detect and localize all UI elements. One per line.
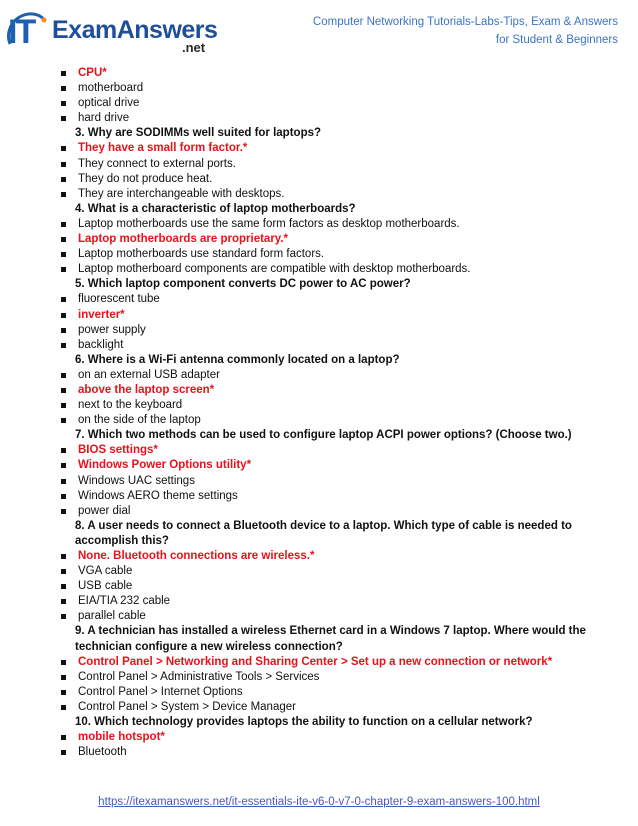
line-text: BIOS settings* — [78, 444, 158, 457]
answer-option-item — [0, 247, 638, 262]
line-text: Windows UAC settings — [78, 474, 195, 487]
square-bullet-icon — [61, 418, 66, 423]
answer-option-item — [0, 111, 638, 126]
question-text — [0, 640, 638, 655]
line-text: 3. Why are SODIMMs well suited for laptops? — [75, 127, 322, 140]
correct-answer-item — [0, 730, 638, 745]
correct-answer-item — [0, 458, 638, 473]
square-bullet-icon — [61, 403, 66, 408]
square-bullet-icon — [61, 222, 66, 227]
square-bullet-icon — [61, 705, 66, 710]
logo-net-suffix: .net — [182, 40, 206, 55]
line-text: Control Panel > Networking and Sharing Center > Set up a new connection or network* — [78, 655, 553, 668]
line-text: Control Panel > Internet Options — [78, 685, 243, 698]
answer-option-item — [0, 579, 638, 594]
answer-option-item — [0, 745, 638, 760]
question-text — [0, 624, 638, 639]
square-bullet-icon — [61, 252, 66, 257]
line-text: power supply — [78, 323, 146, 336]
line-text: None. Bluetooth connections are wireless.* — [78, 550, 315, 562]
answer-option-item — [0, 81, 638, 96]
line-text: EIA/TIA 232 cable — [78, 595, 171, 608]
tagline-line-1: Computer Networking Tutorials-Labs-Tips, Exam & Answers — [312, 16, 618, 28]
answer-option-item — [0, 157, 638, 172]
question-text — [0, 353, 638, 368]
line-text: 7. Which two methods can be used to configure laptop ACPI power options? (Choose two.) — [75, 429, 572, 442]
answer-option-item — [0, 217, 638, 232]
question-text — [0, 715, 638, 730]
answer-option-item — [0, 564, 638, 579]
page-header — [0, 0, 638, 62]
square-bullet-icon — [61, 735, 66, 740]
square-bullet-icon — [61, 463, 66, 468]
answer-option-item — [0, 474, 638, 489]
line-text: Control Panel > System > Device Manager — [78, 700, 296, 713]
correct-answer-item — [0, 66, 638, 81]
line-text: next to the keyboard — [78, 399, 183, 412]
site-logo[interactable] — [8, 10, 223, 56]
source-url-link[interactable]: https://itexamanswers.net/it-essentials-ite-v6-0-v7-0-chapter-9-exam-answers-100.html — [98, 796, 540, 808]
line-text: parallel cable — [78, 610, 146, 623]
square-bullet-icon — [61, 614, 66, 619]
logo-it-text: IT — [8, 13, 35, 51]
line-text: VGA cable — [78, 565, 133, 578]
square-bullet-icon — [61, 599, 66, 604]
tagline-line-2: for Student & Beginners — [495, 34, 618, 46]
square-bullet-icon — [61, 192, 66, 197]
line-text: inverter* — [78, 308, 125, 321]
correct-answer-item — [0, 308, 638, 323]
correct-answer-item — [0, 655, 638, 670]
answer-option-item — [0, 172, 638, 187]
question-text — [0, 277, 638, 292]
correct-answer-item — [0, 383, 638, 398]
square-bullet-icon — [61, 584, 66, 589]
answer-option-item — [0, 323, 638, 338]
square-bullet-icon — [61, 237, 66, 242]
line-text: on the side of the laptop — [78, 414, 201, 427]
square-bullet-icon — [61, 690, 66, 695]
line-text: hard drive — [78, 112, 130, 125]
line-text: 5. Which laptop component converts DC power to AC power? — [75, 278, 411, 291]
line-text: mobile hotspot* — [78, 731, 165, 744]
line-text: power dial — [78, 504, 131, 517]
square-bullet-icon — [61, 297, 66, 302]
line-text: Laptop motherboard components are compatible with desktop motherboards. — [78, 263, 471, 276]
square-bullet-icon — [61, 86, 66, 91]
line-text: Laptop motherboards use standard form factors. — [78, 248, 325, 261]
answer-option-item — [0, 700, 638, 715]
question-text — [0, 126, 638, 141]
line-text: on an external USB adapter — [78, 368, 220, 381]
square-bullet-icon — [61, 448, 66, 453]
line-text: backlight — [78, 338, 124, 351]
square-bullet-icon — [61, 328, 66, 333]
line-text: Control Panel > Administrative Tools > Services — [78, 670, 320, 683]
page-footer — [0, 796, 638, 808]
line-text: CPU* — [78, 67, 107, 79]
line-text: above the laptop screen* — [78, 383, 215, 396]
correct-answer-item — [0, 232, 638, 247]
square-bullet-icon — [61, 509, 66, 514]
answer-option-item — [0, 187, 638, 202]
answer-option-item — [0, 368, 638, 383]
exam-content — [0, 66, 638, 760]
line-text: 10. Which technology provides laptops the ability to function on a cellular network? — [75, 716, 533, 729]
answer-option-item — [0, 262, 638, 277]
line-text: 4. What is a characteristic of laptop motherboards? — [75, 202, 356, 215]
answer-option-item — [0, 594, 638, 609]
line-text: technician configure a new wireless connection? — [75, 640, 343, 653]
line-text: They connect to external ports. — [78, 157, 236, 170]
line-text: They are interchangeable with desktops. — [78, 187, 285, 200]
answer-option-item — [0, 670, 638, 685]
square-bullet-icon — [61, 388, 66, 393]
line-text: Laptop motherboards are proprietary.* — [78, 233, 289, 246]
line-text: Bluetooth — [78, 746, 127, 759]
square-bullet-icon — [61, 116, 66, 121]
answer-option-item — [0, 504, 638, 519]
line-text: Windows Power Options utility* — [78, 459, 252, 472]
square-bullet-icon — [61, 313, 66, 318]
square-bullet-icon — [61, 569, 66, 574]
square-bullet-icon — [61, 750, 66, 755]
square-bullet-icon — [61, 162, 66, 167]
answer-option-item — [0, 609, 638, 624]
line-text: motherboard — [78, 82, 144, 95]
correct-answer-item — [0, 443, 638, 458]
question-text — [0, 202, 638, 217]
line-text: Windows AERO theme settings — [78, 489, 238, 502]
square-bullet-icon — [61, 494, 66, 499]
answer-option-item — [0, 489, 638, 504]
square-bullet-icon — [61, 373, 66, 378]
question-text — [0, 428, 638, 443]
square-bullet-icon — [61, 675, 66, 680]
line-text: They have a small form factor.* — [78, 142, 248, 155]
answer-option-item — [0, 96, 638, 111]
square-bullet-icon — [61, 479, 66, 484]
line-text: 9. A technician has installed a wireless Ethernet card in a Windows 7 laptop. Where would the — [75, 625, 586, 638]
line-text: fluorescent tube — [78, 293, 160, 306]
line-text: They do not produce heat. — [78, 172, 213, 185]
correct-answer-item — [0, 549, 638, 564]
square-bullet-icon — [61, 267, 66, 272]
answer-option-item — [0, 413, 638, 428]
line-text: 6. Where is a Wi-Fi antenna commonly located on a laptop? — [75, 353, 400, 366]
line-text: Laptop motherboards use the same form factors as desktop motherboards. — [78, 217, 460, 230]
square-bullet-icon — [61, 71, 66, 76]
square-bullet-icon — [61, 177, 66, 182]
square-bullet-icon — [61, 343, 66, 348]
answer-option-item — [0, 685, 638, 700]
answer-option-item — [0, 292, 638, 307]
site-tagline — [288, 13, 618, 49]
question-text — [0, 519, 638, 534]
line-text: accomplish this? — [75, 534, 169, 547]
answer-option-item — [0, 338, 638, 353]
line-text: optical drive — [78, 97, 140, 110]
correct-answer-item — [0, 141, 638, 156]
square-bullet-icon — [61, 101, 66, 106]
question-text — [0, 534, 638, 549]
line-text: 8. A user needs to connect a Bluetooth device to a laptop. Which type of cable is needed to — [75, 519, 572, 532]
logo-wordmark: ExamAnswers — [52, 16, 218, 44]
line-text: USB cable — [78, 580, 133, 593]
square-bullet-icon — [61, 660, 66, 665]
square-bullet-icon — [61, 146, 66, 151]
square-bullet-icon — [61, 554, 66, 559]
answer-option-item — [0, 398, 638, 413]
